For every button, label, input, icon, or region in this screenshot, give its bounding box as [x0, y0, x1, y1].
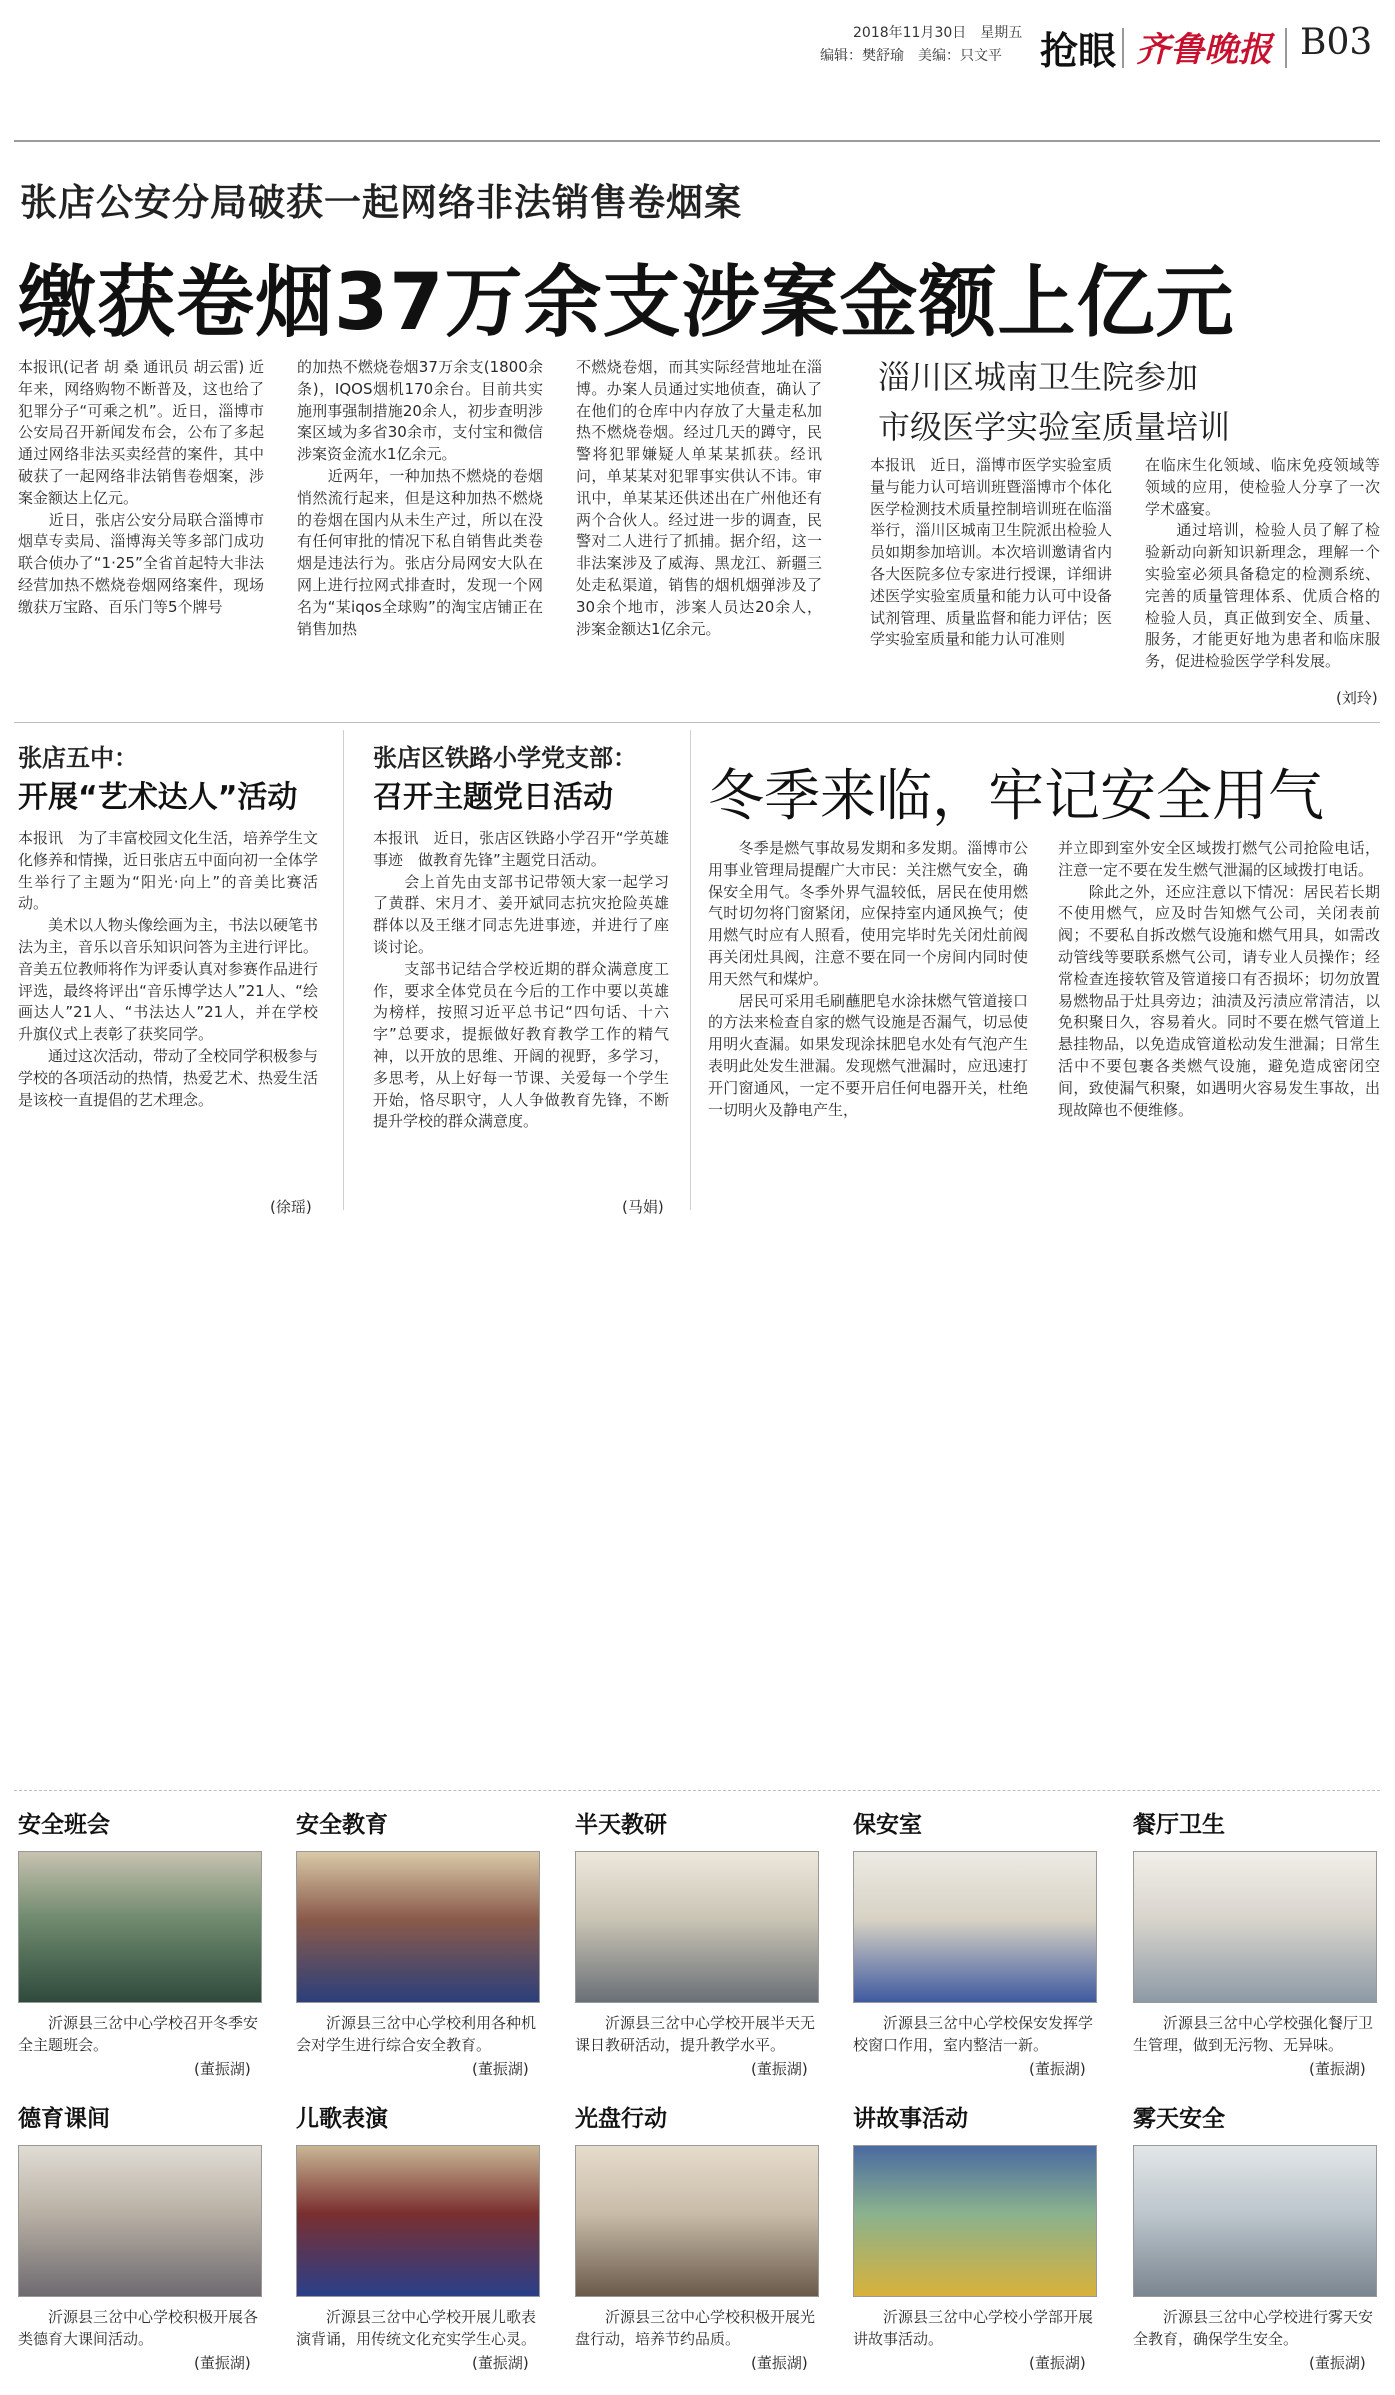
news-photo [296, 1851, 540, 2003]
health-headline-2: 市级医学实验室质量培训 [878, 408, 1231, 446]
school-headline: 开展“艺术达人”活动 [18, 780, 298, 815]
main-col-3: 不燃烧卷烟，而其实际经营地址在淄博。办案人员通过实地侦查，确认了在他们的仓库中内存放了大量走私加热不燃烧卷烟。经过几天的蹲守，民警将犯罪嫌疑人单某某抓获。经讯问，单某某对犯罪事实供认不讳。审讯中，单某某还供述出在广州他还有两个合伙人。经过进一步的调查，民警对二人进行了抓捕。据介绍，这一非法案涉及了威海、黑龙江、新疆三处走私渠道，销售的烟机烟弹涉及了30余个地市，涉案人员达20余人，涉案金额达1亿余元。 [576, 358, 822, 638]
news-photo [1133, 2145, 1377, 2297]
party-body: 本报讯 近日，张店区铁路小学召开“学英雄事迹 做教育先锋”主题党日活动。 会上首先由支部书记带领大家一起学习了黄群、宋月才、姜开斌同志抗灾抢险英雄群体以及王继才同志先进事迹，并进行了座谈讨论。 支部书记结合学校近期的群众满意度工作，要求全体党员在今后的工作中要以英雄为榜样，按照习近平总书记“四句话、十六字”总要求，提振做好教育教学工作的精气神，以开放的思维、开阔的视野，多学习，多思考，从上好每一节课、关爱每一个学生开始，恪尽职守，人人争做教育先锋，不断提升学校的群众满意度。 [373, 829, 669, 1131]
party-kicker: 张店区铁路小学党支部： [373, 744, 637, 772]
news-photo [575, 1851, 819, 2003]
gas-headline: 冬季来临，牢记安全用气 [708, 764, 1324, 829]
photo-title: 雾天安全 [1133, 2106, 1225, 2132]
news-photo [853, 1851, 1097, 2003]
school-author: (徐瑶) [270, 1198, 312, 1216]
photo-author: (董振湖) [751, 2354, 808, 2372]
photo-caption: 沂源县三岔中心学校召开冬季安全主题班会。 [18, 2014, 259, 2054]
photo-title: 光盘行动 [575, 2106, 667, 2132]
photo-title: 儿歌表演 [296, 2106, 388, 2132]
health-col-2: 在临床生化领域、临床免疫领域等领域的应用，使检验人分享了一次学术盛宴。 通过培训，检验人员了解了检验新动向新知识新理念，理解一个实验室必须具备稳定的检测系统、完善的质量管理体系、优质合格的检验人员，真正做到安全、质量、服务，才能更好地为患者和临床服务，促进检验医学学科发展。 [1145, 456, 1380, 671]
photo-title: 餐厅卫生 [1133, 1812, 1225, 1838]
photo-author: (董振湖) [472, 2060, 529, 2078]
photo-author: (董振湖) [472, 2354, 529, 2372]
photo-caption: 沂源县三岔中心学校积极开展各类德育大课间活动。 [18, 2308, 259, 2348]
gas-col-2: 并立即到室外安全区域拨打燃气公司抢险电话，注意一定不要在发生燃气泄漏的区域拨打电话。 除此之外，还应注意以下情况：居民若长期不使用燃气，应及时告知燃气公司，关闭表前阀；不要私自拆改燃气设施和燃气用具，如需改动管线等要联系燃气公司，请专业人员操作；经常检查连接软管及管道接口有否损坏；切勿放置易燃物品于灶具旁边；油渍及污渍应常清洁，以免积聚日久，容易着火。同时不要在燃气管道上悬挂物品，以免造成管道松动发生泄漏；日常生活中不要包裹各类燃气设施，避免造成密闭空间，致使漏气积聚，如遇明火容易发生事故，出现故障也不便维修。 [1058, 839, 1380, 1119]
photo-caption: 沂源县三岔中心学校小学部开展讲故事活动。 [853, 2308, 1094, 2348]
section-label: 抢眼 [1040, 29, 1117, 73]
news-photo [296, 2145, 540, 2297]
photo-title: 讲故事活动 [853, 2106, 968, 2132]
school-body: 本报讯 为了丰富校园文化生活，培养学生文化修养和情操，近日张店五中面向初一全体学生举行了主题为“阳光·向上”的音美比赛活动。 美术以人物头像绘画为主，书法以硬笔书法为主，音乐以音乐知识问答为主进行评比。音美五位教师将作为评委认真对参赛作品进行评选，最终将评出“音乐博学达人”21人、“绘画达人”21人、“书法达人”21人，并在学校升旗仪式上表彰了获奖同学。 通过这次活动，带动了全校同学积极参与学校的各项活动的热情，热爱艺术、热爱生活是该校一直提倡的艺术理念。 [18, 829, 319, 1109]
header-date: 2018年11月30日 星期五 [853, 25, 1023, 41]
news-photo [1133, 1851, 1377, 2003]
health-headline-1: 淄川区城南卫生院参加 [878, 358, 1199, 396]
school-kicker: 张店五中： [18, 744, 138, 772]
photo-author: (董振湖) [194, 2060, 251, 2078]
main-kicker: 张店公安分局破获一起网络非法销售卷烟案 [20, 181, 742, 224]
masthead-logo: 齐鲁晚报 [1136, 30, 1272, 70]
header-editor: 编辑：樊舒瑜 美编：只文平 [820, 48, 1002, 64]
photo-caption: 沂源县三岔中心学校保安发挥学校窗口作用，室内整洁一新。 [853, 2014, 1094, 2054]
photo-caption: 沂源县三岔中心学校积极开展光盘行动，培养节约品质。 [575, 2308, 816, 2348]
main-headline: 缴获卷烟37万余支涉案金额上亿元 [18, 258, 1235, 348]
photo-caption: 沂源县三岔中心学校强化餐厅卫生管理，做到无污物、无异味。 [1133, 2014, 1374, 2054]
gas-col-1: 冬季是燃气事故易发期和多发期。淄博市公用事业管理局提醒广大市民：关注燃气安全，确保安全用气。冬季外界气温较低，居民在使用燃气时切勿将门窗紧闭，应保持室内通风换气；使用燃气时应有人照看，使用完毕时先关闭灶前阀再关闭灶具阀，注意不要在同一个房间内同时使用天然气和煤炉。 居民可采用毛刷蘸肥皂水涂抹燃气管道接口的方法来检查自家的燃气设施是否漏气，切忌使用明火查漏。如果发现涂抹肥皂水处有气泡产生表明此处发生泄漏。发现燃气泄漏时，应迅速打开门窗通风，一定不要开启任何电器开关，杜绝一切明火及静电产生， [708, 839, 1028, 1119]
health-author: (刘玲) [1336, 689, 1378, 707]
photo-author: (董振湖) [1029, 2354, 1086, 2372]
photo-caption: 沂源县三岔中心学校进行雾天安全教育，确保学生安全。 [1133, 2308, 1374, 2348]
photo-caption: 沂源县三岔中心学校开展儿歌表演背诵，用传统文化充实学生心灵。 [296, 2308, 537, 2348]
news-photo [575, 2145, 819, 2297]
main-col-2: 的加热不燃烧卷烟37万余支(1800余条)，IQOS烟机170余台。目前共实施刑事强制措施20余人，初步查明涉案区域为多省30余市，支付宝和微信涉案资金流水1亿余元。 近两年，一种加热不燃烧的卷烟悄然流行起来，但是这种加热不燃烧的卷烟在国内从未生产过，所以在没有任何审批的情况下私自销售此类卷烟是违法行为。张店分局网安大队在网上进行拉网式排查时，发现一个网名为“某iqos全球购”的淘宝店铺正在销售加热 [297, 358, 543, 638]
main-col-1: 本报讯(记者 胡 桑 通讯员 胡云雷) 近年来，网络购物不断普及，这也给了犯罪分子“可乘之机”。近日，淄博市公安局召开新闻发布会，公布了多起通过网络非法买卖经营的案件，其中破获了一起网络非法销售卷烟案，涉案金额达上亿元。 近日，张店公安分局联合淄博市烟草专卖局、淄博海关等多部门成功联合侦办了“1·25”全省首起特大非法经营加热不燃烧卷烟网络案件，现场缴获万宝路、百乐门等5个牌号 [18, 358, 264, 616]
photo-title: 保安室 [853, 1812, 922, 1838]
news-photo [18, 1851, 262, 2003]
photo-caption: 沂源县三岔中心学校开展半天无课日教研活动，提升教学水平。 [575, 2014, 816, 2054]
photo-title: 安全班会 [18, 1812, 110, 1838]
photo-title: 德育课间 [18, 2106, 110, 2132]
photo-author: (董振湖) [1029, 2060, 1086, 2078]
photo-title: 安全教育 [296, 1812, 388, 1838]
news-photo [18, 2145, 262, 2297]
photo-title: 半天教研 [575, 1812, 667, 1838]
news-photo [853, 2145, 1097, 2297]
party-author: (马娟) [622, 1198, 664, 1216]
health-col-1: 本报讯 近日，淄博市医学实验室质量与能力认可培训班暨淄博市个体化医学检测技术质量控制培训班在临淄举行，淄川区城南卫生院派出检验人员如期参加培训。本次培训邀请省内各大医院多位专家进行授课，详细讲述医学实验室质量和能力认可中设备试剂管理、质量监督和能力评估；医学实验室质量和能力认可准则 [870, 456, 1112, 649]
party-headline: 召开主题党日活动 [373, 780, 613, 815]
page-number: B03 [1300, 22, 1373, 63]
photo-caption: 沂源县三岔中心学校利用各种机会对学生进行综合安全教育。 [296, 2014, 537, 2054]
photo-author: (董振湖) [1309, 2354, 1366, 2372]
photo-author: (董振湖) [1309, 2060, 1366, 2078]
photo-author: (董振湖) [194, 2354, 251, 2372]
photo-author: (董振湖) [751, 2060, 808, 2078]
